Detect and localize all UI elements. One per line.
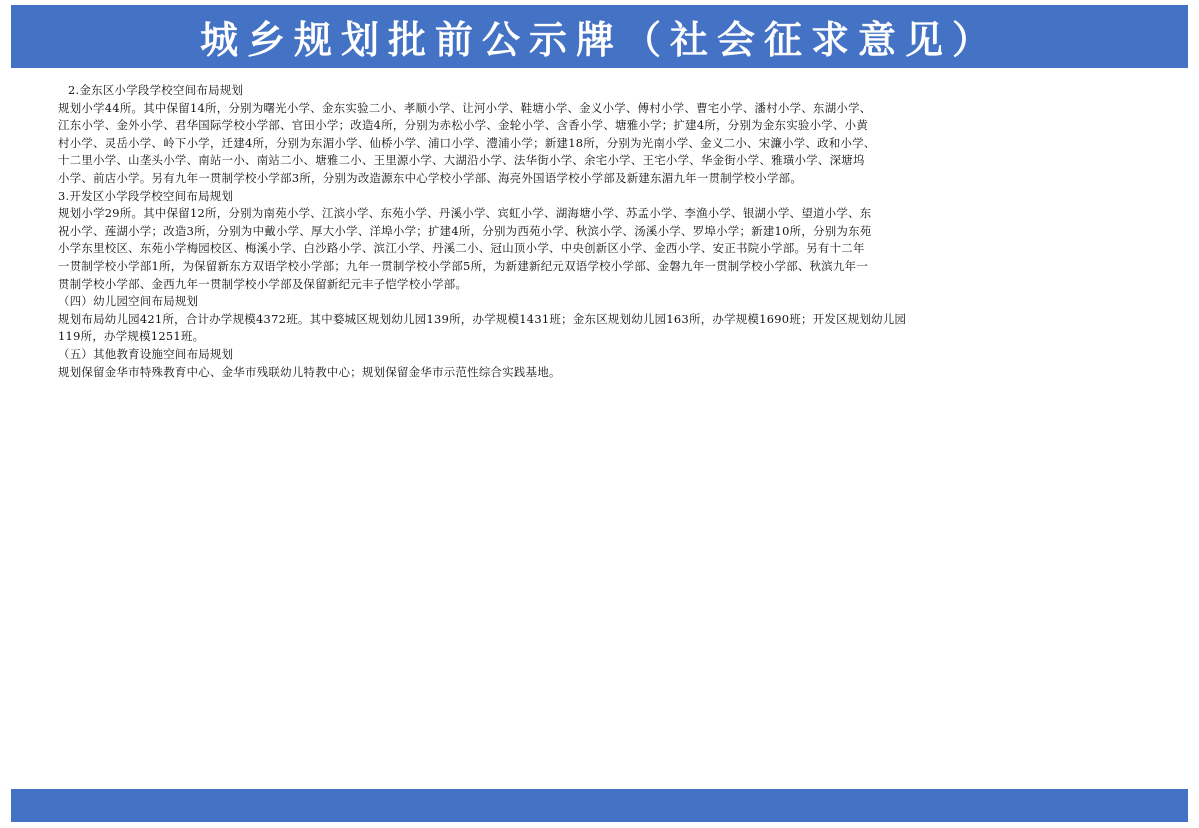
document-body	[58, 82, 1090, 381]
paragraph-line: 贯制学校小学部、金西九年一贯制学校小学部及保留新纪元丰子恺学校小学部。	[58, 276, 468, 291]
page-title: 城乡规划批前公示牌（社会征求意见）	[199, 18, 999, 62]
section-heading: （五）其他教育设施空间布局规划	[58, 346, 234, 361]
paragraph-line: 村小学、灵岳小学、岭下小学，迁建4所，分别为东湄小学、仙桥小学、浦口小学、澧浦小学；新建18所，分别为光南小学、金义二小、宋濂小学、政和小学、	[58, 135, 876, 150]
footer-banner	[11, 789, 1188, 822]
paragraph-line: 规划保留金华市特殊教育中心、金华市残联幼儿特教中心；规划保留金华市示范性综合实践基地。	[58, 364, 561, 379]
paragraph-line: 一贯制学校小学部1所，为保留新东方双语学校小学部；九年一贯制学校小学部5所，为新建新纪元双语学校小学部、金磐九年一贯制学校小学部、秋滨九年一	[58, 258, 869, 273]
paragraph-line: 江东小学、金外小学、君华国际学校小学部、官田小学；改造4所，分别为赤松小学、金轮小学、含香小学、塘雅小学；扩建4所，分别为金东实验小学、小黄	[58, 118, 869, 133]
paragraph-line: 祝小学、莲湖小学；改造3所，分别为中戴小学、厚大小学、洋埠小学；扩建4所，分别为西苑小学、秋滨小学、汤溪小学、罗埠小学；新建10所，分别为东苑	[58, 223, 872, 238]
paragraph-line: 规划小学29所。其中保留12所，分别为南苑小学、江滨小学、东苑小学、丹溪小学、宾虹小学、湖海塘小学、苏孟小学、李渔小学、银湖小学、望道小学、东	[58, 206, 872, 221]
paragraph-line: 规划布局幼儿园421所，合计办学规模4372班。其中婺城区规划幼儿园139所，办学规模1431班；金东区规划幼儿园163所，办学规模1690班；开发区规划幼儿园	[58, 311, 907, 326]
paragraph-line: 规划小学44所。其中保留14所，分别为曙光小学、金东实验二小、孝顺小学、让河小学、鞋塘小学、金义小学、傅村小学、曹宅小学、潘村小学、东湖小学、	[58, 100, 872, 115]
title-banner	[11, 5, 1188, 68]
paragraph-line: 119所，办学规模1251班。	[58, 329, 205, 344]
section-heading: （四）幼儿园空间布局规划	[58, 294, 199, 309]
paragraph-line: 十二里小学、山垄头小学、南站一小、南站二小、塘雅二小、王里源小学、大湖沿小学、法华街小学、余宅小学、王宅小学、华金街小学、雅璜小学、深塘坞	[58, 153, 865, 168]
section-heading: 3.开发区小学段学校空间布局规划	[58, 188, 234, 203]
paragraph-line: 小学、前店小学。另有九年一贯制学校小学部3所，分别为改造源东中心学校小学部、海亮外国语学校小学部及新建东湄九年一贯制学校小学部。	[58, 170, 803, 185]
section-heading: 2.金东区小学段学校空间布局规划	[68, 83, 244, 97]
paragraph-line: 小学东里校区、东苑小学梅园校区、梅溪小学、白沙路小学、滨江小学、丹溪二小、冠山顶小学、中央创新区小学、金西小学、安正书院小学部。另有十二年	[58, 241, 865, 256]
